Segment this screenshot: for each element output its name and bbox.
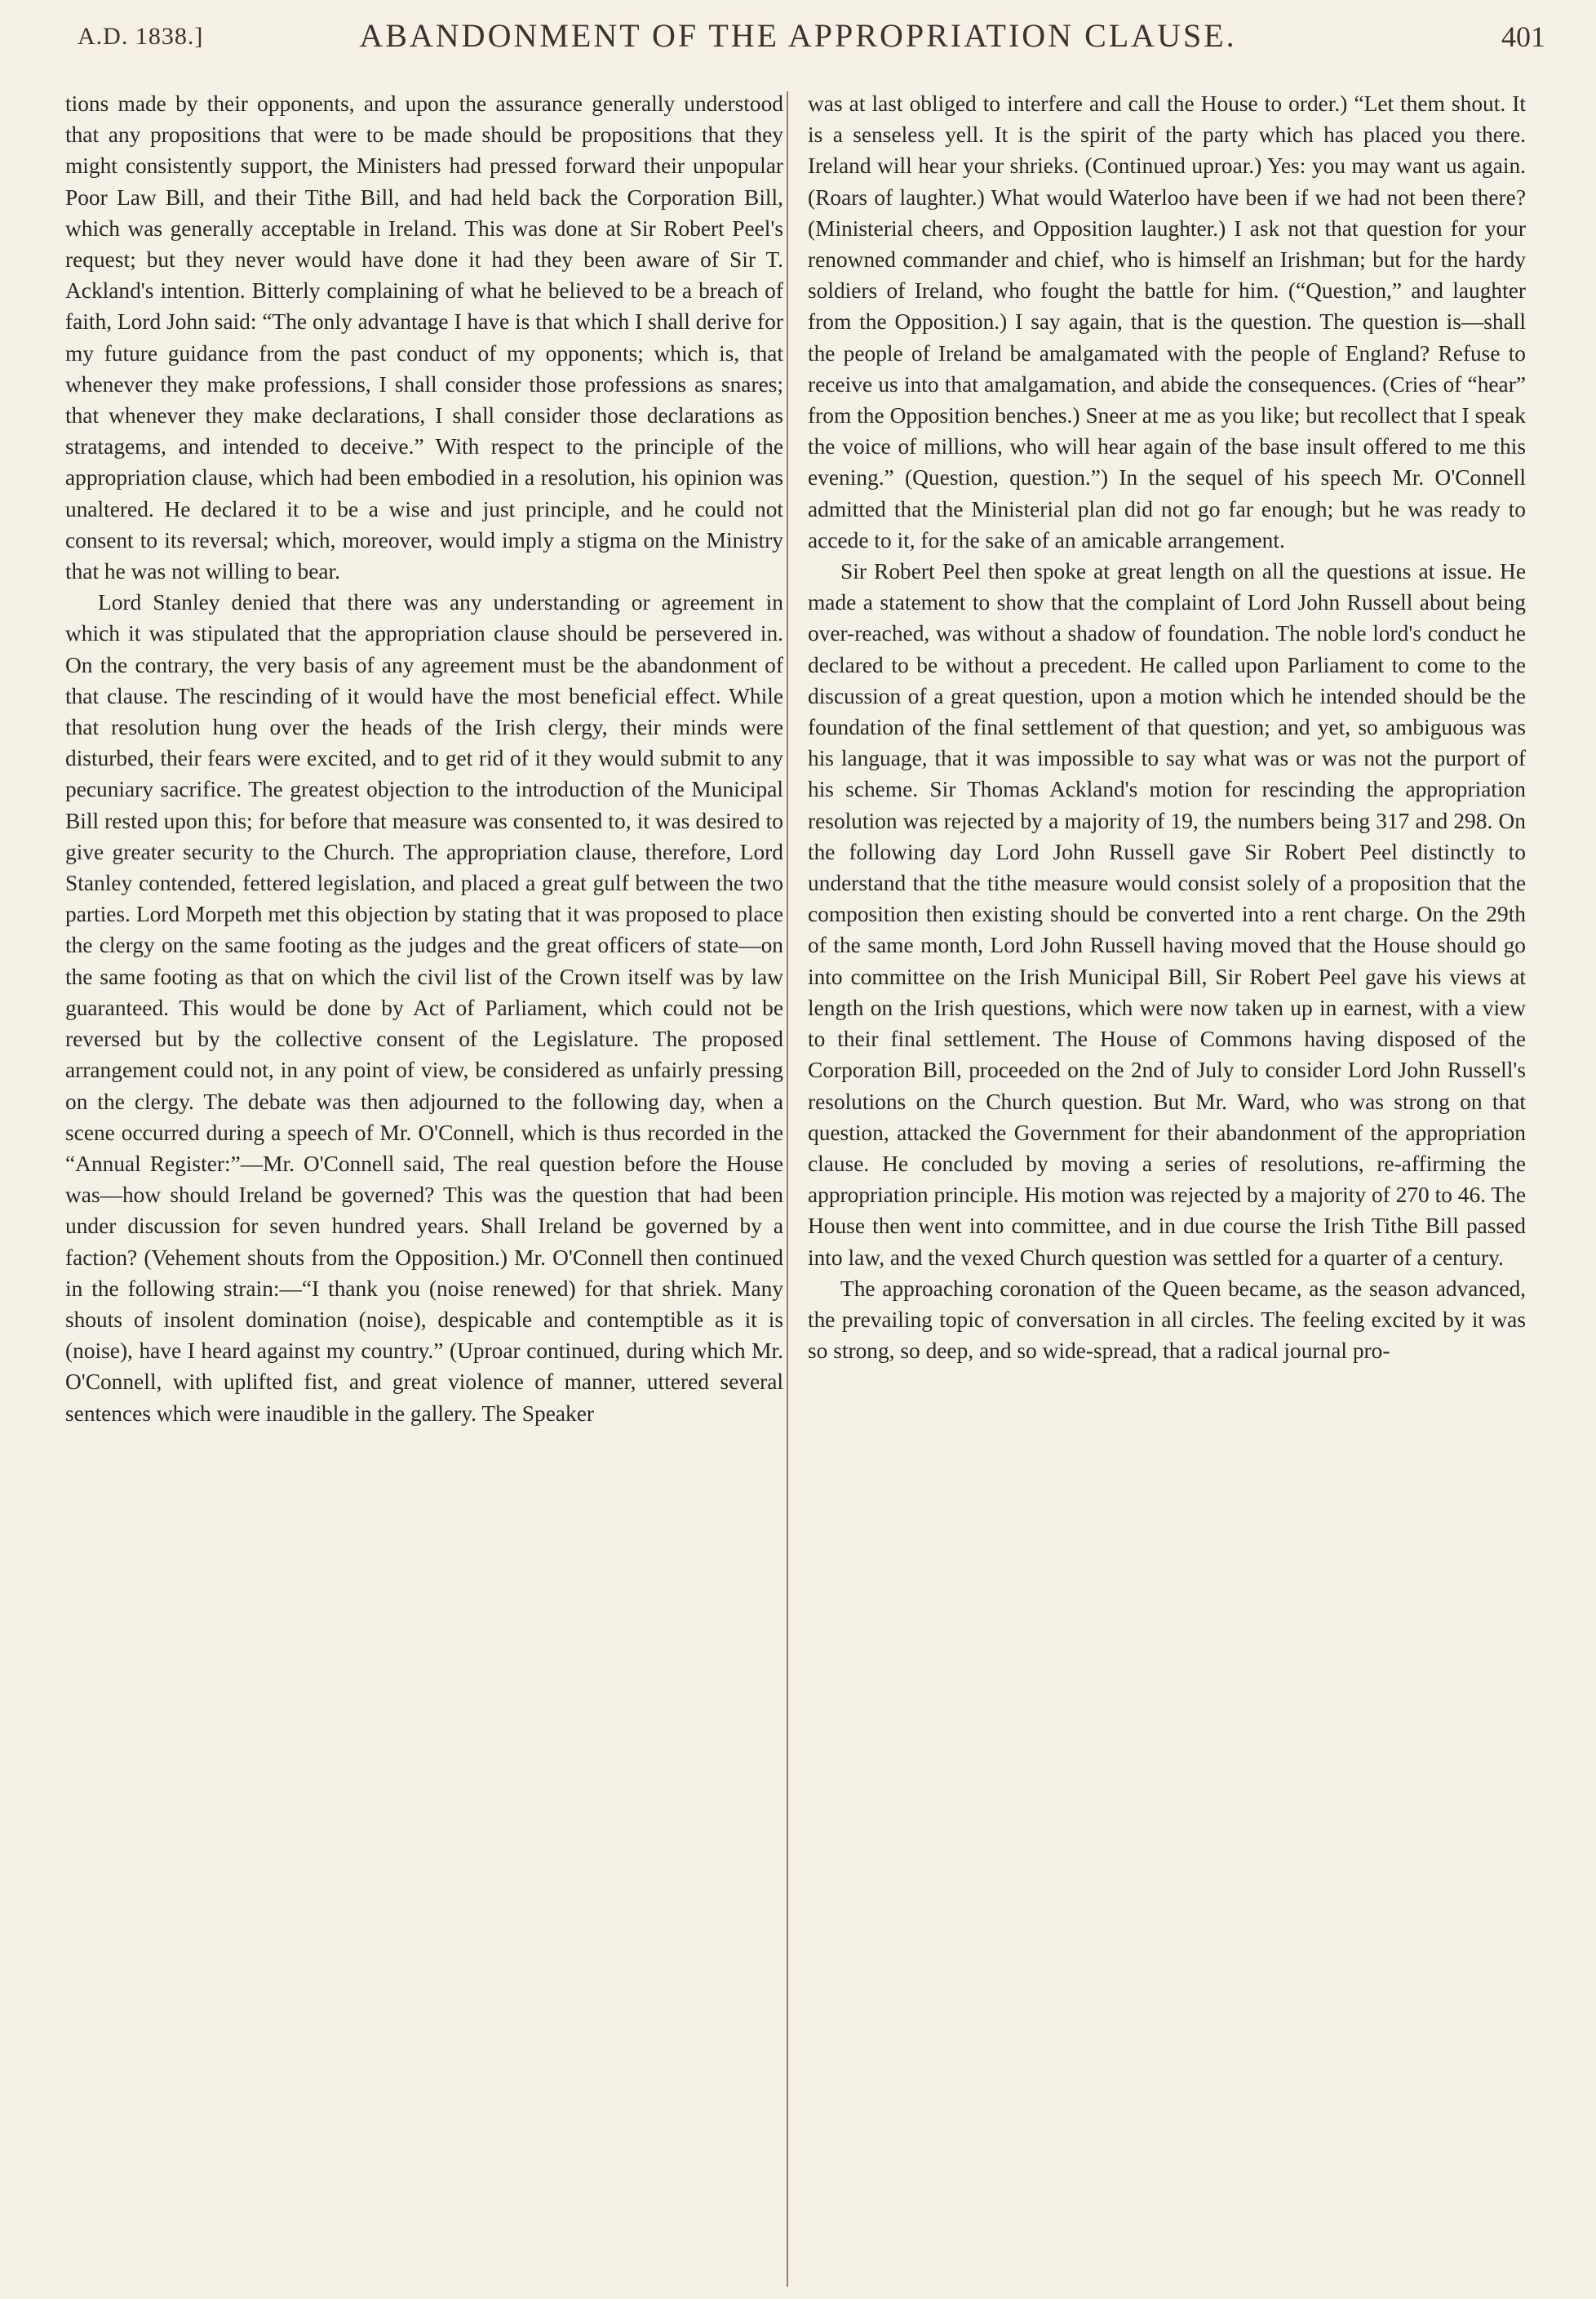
header-date: A.D. 1838.]: [78, 23, 204, 50]
right-column: [808, 88, 1526, 1366]
paragraph: Sir Robert Peel then spoke at great length on all the questions at issue. He made a statement to show that the complaint of Lord John Russell about being over-reached, was without a shadow of foundation. The noble lord's conduct he declared to be without a precedent. He called upon Parliament to come to the discussion of a great question, upon a motion which he intended should be the foundation of the final settlement of that question; and yet, so ambiguous was his language, that it was impossible to say what was or was not the purport of his scheme. Sir Thomas Ackland's motion for rescinding the appropriation resolution was rejected by a majority of 19, the numbers being 317 and 298. On the following day Lord John Russell gave Sir Robert Peel distinctly to understand that the tithe measure would consist solely of a proposition that the composition then existing should be converted into a rent charge. On the 29th of the same month, Lord John Russell having moved that the House should go into committee on the Irish Municipal Bill, Sir Robert Peel gave his views at length on the Irish questions, which were now taken up in earnest, with a view to their final settlement. The House of Commons having disposed of the Corporation Bill, proceeded on the 2nd of July to consider Lord John Russell's resolutions on the Church question. But Mr. Ward, who was strong on that question, attacked the Government for their abandonment of the appropriation clause. He concluded by moving a series of resolutions, re-affirming the appropriation principle. His motion was rejected by a majority of 270 to 46. The House then went into committee, and in due course the Irish Tithe Bill passed into law, and the vexed Church question was settled for a quarter of a century.: [808, 559, 1526, 1270]
paragraph: The approaching coronation of the Queen became, as the season advanced, the prevailing topic of conversation in all circles. The feeling excited by it was so strong, so deep, and so wide-spread, that a radical journal pro-: [808, 1276, 1526, 1364]
left-column: [65, 88, 783, 1429]
paragraph: Lord Stanley denied that there was any understanding or agreement in which it was stipulated that the appropriation clause should be persevered in. On the contrary, the very basis of any agreement must be the abandonment of that clause. The rescinding of it would have the most beneficial effect. While that resolution hung over the heads of the Irish clergy, their minds were disturbed, their fears were excited, and to get rid of it they would submit to any pecuniary sacrifice. The greatest objection to the introduction of the Municipal Bill rested upon this; for before that measure was consented to, it was desired to give greater security to the Church. The appropriation clause, therefore, Lord Stanley contended, fettered legislation, and placed a great gulf between the two parties. Lord Morpeth met this objection by stating that it was proposed to place the clergy on the same footing as the judges and the great officers of state—on the same footing as that on which the civil list of the Crown itself was by law guaranteed. This would be done by Act of Parliament, which could not be reversed but by the collective consent of the Legislature. The proposed arrangement could not, in any point of view, be considered as unfairly pressing on the clergy. The debate was then adjourned to the following day, when a scene occurred during a speech of Mr. O'Connell, which is thus recorded in the “Annual Register:”—Mr. O'Connell said, The real question before the House was—how should Ireland be governed? This was the question that had been under discussion for seven hundred years. Shall Ireland be governed by a faction? (Vehement shouts from the Opposition.) Mr. O'Connell then continued in the following strain:—“I thank you (noise renewed) for that shriek. Many shouts of insolent domination (noise), despicable and contemptible as it is (noise), have I heard against my country.” (Uproar continued, during which Mr. O'Connell, with uplifted fist, and great violence of manner, uttered several sentences which were inaudible in the gallery. The Speaker: [65, 590, 783, 1426]
header-title: ABANDONMENT OF THE APPROPRIATION CLAUSE.: [359, 17, 1237, 54]
running-header: [0, 0, 1596, 73]
paragraph: tions made by their opponents, and upon the assurance generally understood that any propositions that were to be made should be propositions that they might consistently support, the Ministers had pressed forward their unpopular Poor Law Bill, and their Tithe Bill, and had held back the Corporation Bill, which was generally acceptable in Ireland. This was done at Sir Robert Peel's request; but they never would have done it had they been aware of Sir T. Ackland's intention. Bitterly complaining of what he believed to be a breach of faith, Lord John said: “The only advantage I have is that which I shall derive for my future guidance from the past conduct of my opponents; which is, that whenever they make professions, I shall consider those professions as snares; that whenever they make declarations, I shall consider those declarations as stratagems, and intended to deceive.” With respect to the principle of the appropriation clause, which had been embodied in a resolution, his opinion was unaltered. He declared it to be a wise and just principle, and he could not consent to its reversal; which, moreover, would imply a stigma on the Ministry that he was not willing to bear.: [65, 91, 783, 584]
column-divider: [787, 91, 788, 2287]
page-number: 401: [1501, 20, 1545, 53]
paragraph: was at last obliged to interfere and call the House to order.) “Let them shout. It is a senseless yell. It is the spirit of the party which has placed you there. Ireland will hear your shrieks. (Continued uproar.) Yes: you may want us again. (Roars of laughter.) What would Waterloo have been if we had not been there? (Ministerial cheers, and Opposition laughter.) I ask not that question for your renowned commander and chief, who is himself an Irishman; but for the hardy soldiers of Ireland, who fought the battle for him. (“Question,” and laughter from the Opposition.) I say again, that is the question. The question is—shall the people of Ireland be amalgamated with the people of England? Refuse to receive us into that amalgamation, and abide the consequences. (Cries of “hear” from the Opposition benches.) Sneer at me as you like; but recollect that I speak the voice of millions, who will hear again of the base insult offered to me this evening.” (Question, question.”) In the sequel of his speech Mr. O'Connell admitted that the Ministerial plan did not go far enough; but he was ready to accede to it, for the sake of an amicable arrangement.: [808, 91, 1526, 553]
